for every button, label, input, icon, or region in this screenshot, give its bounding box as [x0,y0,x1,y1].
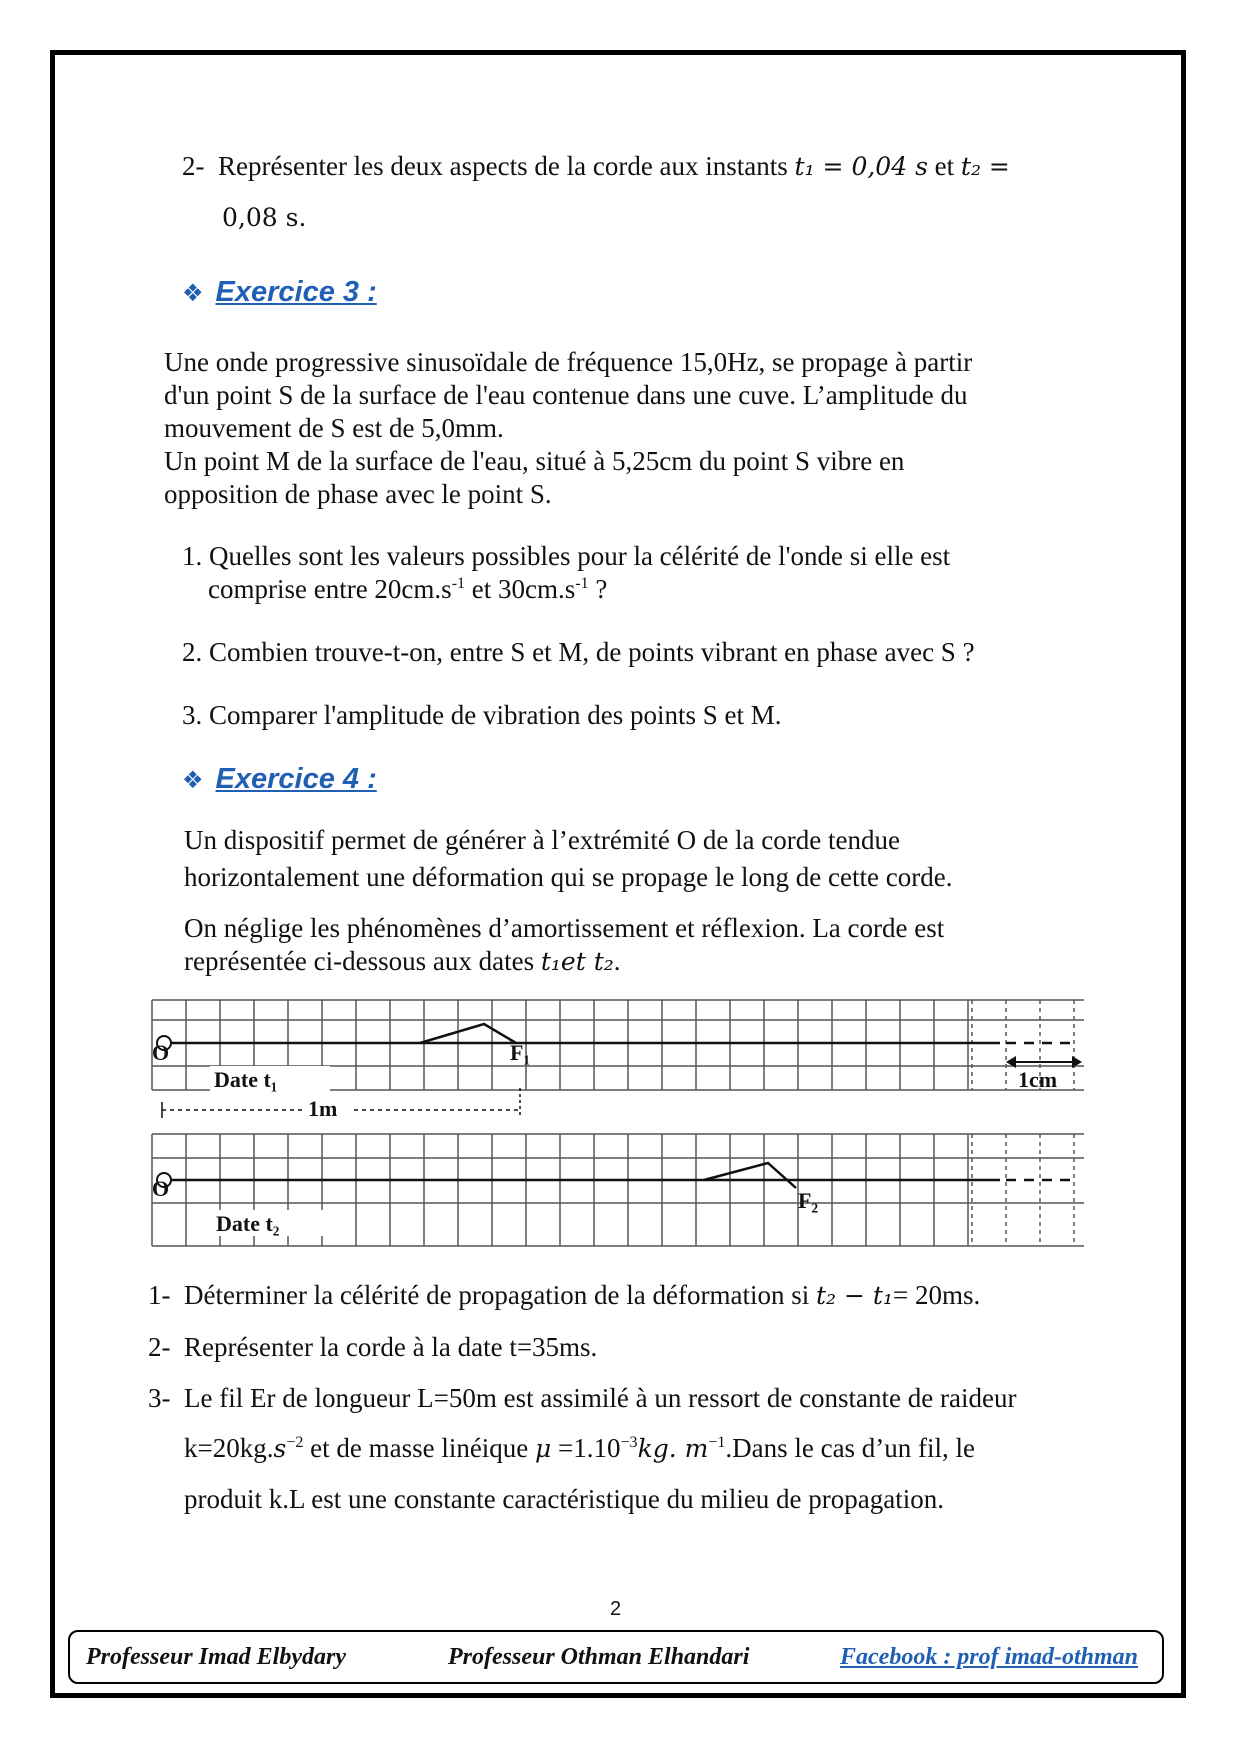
paragraph-line: d'un point S de la surface de l'eau contenue dans une cuve. L’amplitude du [164,380,968,410]
exercise3-question2: 2. Combien trouve-t-on, entre S et M, de points vibrant en phase avec S ? [182,637,975,667]
intro-question-line1: 2- Représenter les deux aspects de la corde aux instants t₁ = 0,04 s et t₂ = [182,151,1010,181]
exercise4-question1: 1- Déterminer la célérité de propagation de la déformation si t₂ − t₁= 20ms. [148,1280,981,1310]
paragraph-line: mouvement de S est de 5,0mm. [164,413,504,443]
label-f2: F₂ [798,1188,819,1213]
exercise3-paragraph [164,346,1064,511]
exercise4-question3-line3: produit k.L est une constante caractéristique du milieu de propagation. [184,1484,945,1514]
exercise4-paragraph2: On néglige les phénomènes d’amortissement et réflexion. La corde est représentée ci-dessous aux dates t₁et t₂. [184,913,945,976]
footer-author2: Professeur Othman Elhandari [448,1644,750,1670]
exercise3-heading: ❖ Exercice 3 : [182,276,377,308]
exercise4-heading: ❖ Exercice 4 : [182,763,377,795]
exercise3-question1: 1. Quelles sont les valeurs possibles pour la célérité de l'onde si elle est comprise entre $20cm.s^{-1}$ et $30cm.s^{-1}$ ? [182,541,951,604]
label-o-top: O [152,1040,170,1065]
label-f1: F₁ [510,1040,531,1065]
label-1m: 1m [308,1096,338,1121]
paragraph-line: opposition de phase avec le point S. [164,479,552,509]
paragraph-line: Un point M de la surface de l'eau, situé à 5,25cm du point S vibre en [164,446,905,476]
rope-diagram [148,998,1090,1252]
label-scale: 1cm [1018,1067,1058,1092]
intro-question-line2: 0,08 s. [222,203,307,232]
label-o-bottom: O [152,1176,170,1201]
exercise4-question3-line2: $k=20kg.s^{-2}$ et de masse linéique $\mu =1.10^{-3}kg$. $m^{-1}.Dans$ le cas d’un fil, le [184,1433,976,1463]
exercise4-question2: 2- Représenter la corde à la date t=35ms. [148,1332,598,1362]
exercise4-paragraph1: Un dispositif permet de générer à l’extrémité O de la corde tendue horizontalement une déformation qui se propage le long de cette corde. [184,825,953,892]
exercise4-question3: 3- Le fil Er de longueur L=50m est assimilé à un ressort de constante de raideur [148,1383,1017,1413]
footer-author1: Professeur Imad Elbydary [86,1644,346,1670]
page-number: 2 [610,1598,622,1620]
paragraph-line: Une onde progressive sinusoïdale de fréquence 15,0Hz, se propage à partir [164,347,973,377]
diamond-bullet-icon: ❖ [182,280,204,307]
facebook-link[interactable]: Facebook : prof imad-othman [840,1644,1138,1670]
label-date-t2: Date t₂ [216,1211,280,1236]
exercise3-question3: 3. Comparer l'amplitude de vibration des points S et M. [182,700,782,730]
pulse-bottom [704,1163,796,1188]
pulse-top [420,1024,516,1043]
label-date-t1: Date t₁ [214,1067,278,1092]
diamond-bullet-icon: ❖ [182,767,204,794]
footer [68,1630,1164,1684]
